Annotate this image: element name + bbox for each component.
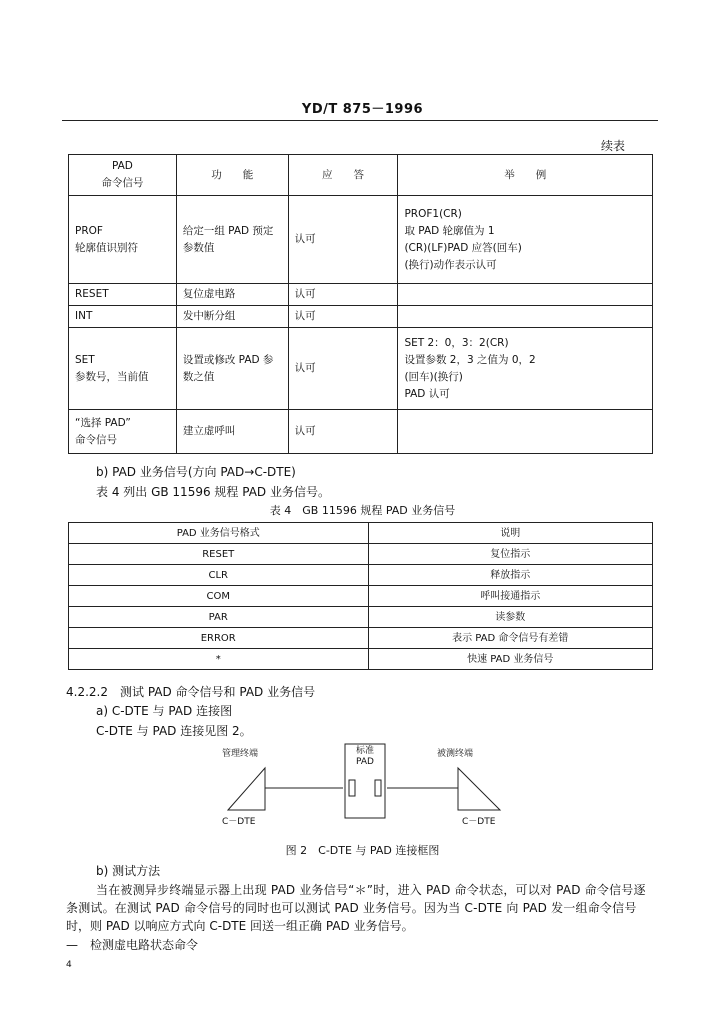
- cell-description: 表示 PAD 命令信号有差错: [368, 628, 653, 649]
- continued-label: 续表: [601, 139, 626, 153]
- cell-format: COM: [69, 586, 369, 607]
- right-cdte-label: C－DTE: [462, 817, 496, 827]
- right-terminal-shape: [458, 768, 500, 810]
- pad-service-signal-table: [68, 522, 653, 670]
- table-row: [69, 306, 653, 328]
- body-line-1: 当在被测异步终端显示器上出现 PAD 业务信号“＊”时，进入 PAD 命令状态，可以对 PAD 命令信号逐: [96, 883, 646, 897]
- cell-description: 快速 PAD 业务信号: [368, 649, 653, 670]
- table-header-row: [69, 523, 653, 544]
- cell-cmd: SET 参数号，当前值: [69, 328, 177, 410]
- header-example: 举 例: [398, 155, 653, 196]
- table-row: [69, 410, 653, 454]
- right-terminal-label: 被测终端: [437, 749, 474, 759]
- cell-cmd: PROF 轮廓值识别符: [69, 196, 177, 284]
- cell-func: 发中断分组: [176, 306, 288, 328]
- cell-format: CLR: [69, 565, 369, 586]
- cell-format: *: [69, 649, 369, 670]
- cell-cmd: INT: [69, 306, 177, 328]
- cell-description: 呼叫接通指示: [368, 586, 653, 607]
- table4-intro: 表 4 列出 GB 11596 规程 PAD 业务信号。: [96, 485, 330, 499]
- table-header-row: [69, 155, 653, 196]
- cell-format: RESET: [69, 544, 369, 565]
- header-format: PAD 业务信号格式: [69, 523, 369, 544]
- cell-resp: 认可: [288, 410, 398, 454]
- body-line-2: 条测试。在测试 PAD 命令信号的同时也可以测试 PAD 业务信号。因为当 C-DTE 向 PAD 发一组命令信号: [66, 901, 637, 915]
- cell-example: [398, 284, 653, 306]
- cell-description: 复位指示: [368, 544, 653, 565]
- cell-format: PAR: [69, 607, 369, 628]
- sub-b: b) 测试方法: [96, 864, 161, 878]
- cell-example: [398, 410, 653, 454]
- sub-a-text: C-DTE 与 PAD 连接见图 2。: [96, 724, 252, 738]
- cell-example: [398, 306, 653, 328]
- cell-resp: 认可: [288, 306, 398, 328]
- cell-func: 设置或修改 PAD 参 数之值: [176, 328, 288, 410]
- section-number: 4.2.2.2: [66, 685, 108, 699]
- table-row: [69, 284, 653, 306]
- cell-resp: 认可: [288, 196, 398, 284]
- header-cmd: PAD 命令信号: [69, 155, 177, 196]
- figure-2-caption: 图 2 C-DTE 与 PAD 连接框图: [285, 844, 440, 857]
- header-rule: [62, 120, 658, 121]
- figure-2-diagram: [200, 740, 530, 835]
- cell-func: 给定一组 PAD 预定 参数值: [176, 196, 288, 284]
- pad-left-port: [349, 780, 355, 796]
- left-terminal-shape: [228, 768, 265, 810]
- cell-example: PROF1(CR) 取 PAD 轮廓值为 1 (CR)(LF)PAD 应答(回车) (换行)动作表示认可: [398, 196, 653, 284]
- cell-resp: 认可: [288, 328, 398, 410]
- pad-right-port: [375, 780, 381, 796]
- table-row: [69, 628, 653, 649]
- pad-label: 标准 PAD: [355, 746, 374, 767]
- table-row: [69, 328, 653, 410]
- sub-a: a) C-DTE 与 PAD 连接图: [96, 704, 233, 718]
- bullet-line: — 检测虚电路状态命令: [66, 938, 199, 952]
- document-code: YD/T 875－1996: [301, 102, 424, 117]
- cell-cmd: “选择 PAD” 命令信号: [69, 410, 177, 454]
- table-row: [69, 544, 653, 565]
- body-line-3: 时，则 PAD 以响应方式向 C-DTE 回送一组正确 PAD 业务信号。: [66, 919, 414, 933]
- cell-resp: 认可: [288, 284, 398, 306]
- page-number: 4: [66, 960, 72, 970]
- cell-func: 复位虚电路: [176, 284, 288, 306]
- table-row: [69, 196, 653, 284]
- cell-format: ERROR: [69, 628, 369, 649]
- pad-command-table: [68, 154, 653, 454]
- cell-description: 读参数: [368, 607, 653, 628]
- table-row: [69, 607, 653, 628]
- para-b: b) PAD 业务信号(方向 PAD→C-DTE): [96, 465, 296, 479]
- table-row: [69, 649, 653, 670]
- table4-caption: 表 4 GB 11596 规程 PAD 业务信号: [269, 504, 456, 517]
- section-title: 测试 PAD 命令信号和 PAD 业务信号: [120, 685, 316, 699]
- left-terminal-label: 管理终端: [222, 749, 259, 759]
- pad-box: [345, 744, 385, 818]
- table-row: [69, 586, 653, 607]
- header-description: 说明: [368, 523, 653, 544]
- header-resp: 应 答: [288, 155, 398, 196]
- left-cdte-label: C－DTE: [222, 817, 256, 827]
- cell-cmd: RESET: [69, 284, 177, 306]
- cell-func: 建立虚呼叫: [176, 410, 288, 454]
- table-row: [69, 565, 653, 586]
- section-heading: [66, 683, 315, 701]
- header-func: 功 能: [176, 155, 288, 196]
- cell-example: SET 2：0，3：2(CR) 设置参数 2，3 之值为 0，2 (回车)(换行) PAD 认可: [398, 328, 653, 410]
- cell-description: 释放指示: [368, 565, 653, 586]
